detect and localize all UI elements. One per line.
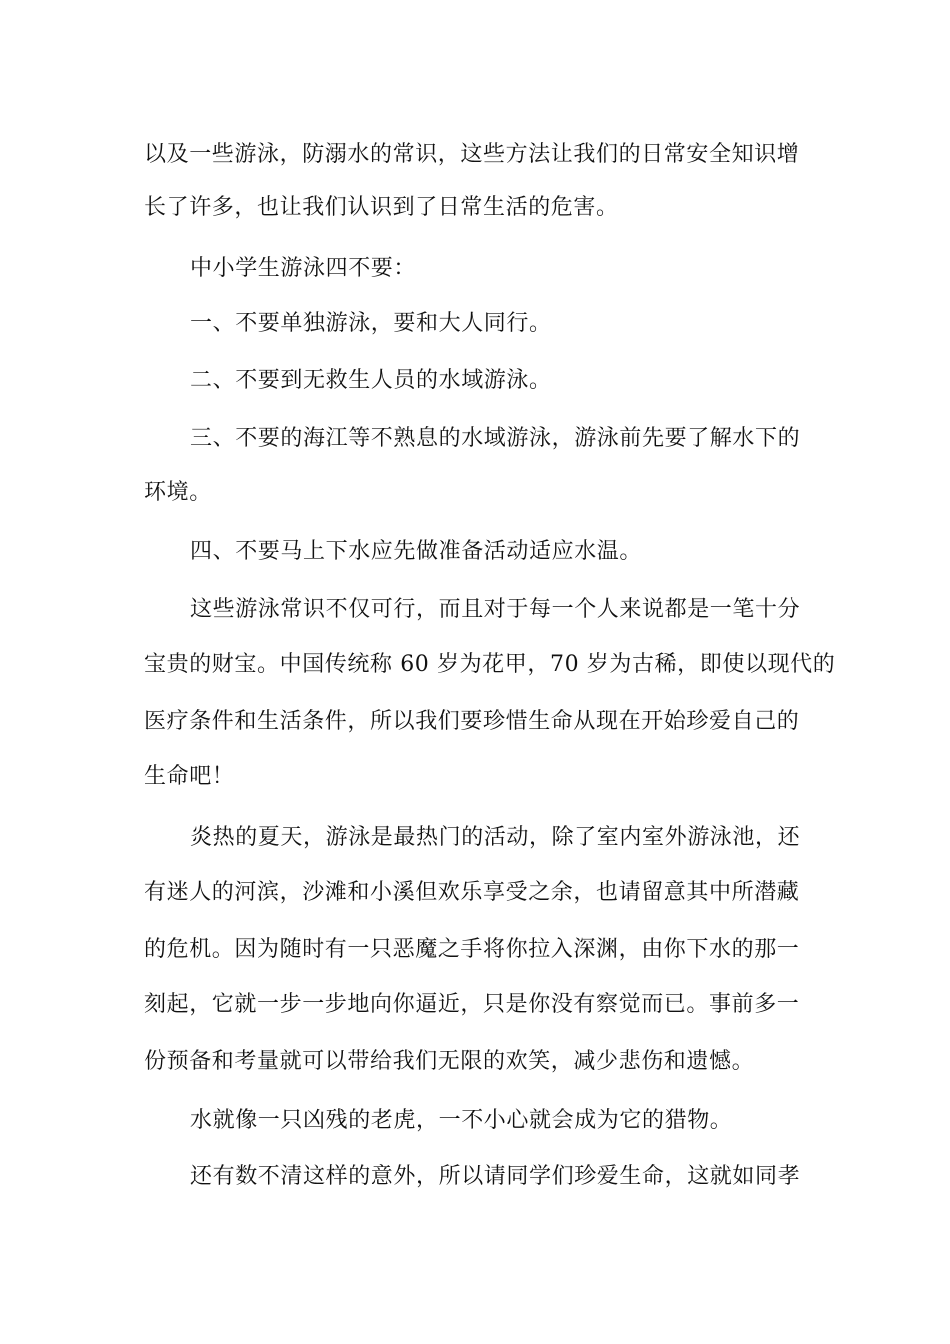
text-line: 水就像一只凶残的老虎，一不小心就会成为它的猎物。 (190, 1108, 733, 1133)
text-line: 这些游泳常识不仅可行，而且对于每一个人来说都是一笔十分 (190, 597, 801, 622)
text-line: 医疗条件和生活条件，所以我们要珍惜生命从现在开始珍爱自己的 (144, 709, 800, 734)
text-line: 环境。 (144, 480, 212, 505)
text-line: 份预备和考量就可以带给我们无限的欢笑，减少悲伤和遗憾。 (144, 1049, 755, 1074)
text-line: 的危机。因为随时有一只恶魔之手将你拉入深渊，由你下水的那一 (144, 937, 800, 962)
text-line: 刻起，它就一步一步地向你逼近，只是你没有察觉而已。事前多一 (144, 992, 800, 1017)
text-line: 炎热的夏天，游泳是最热门的活动，除了室内室外游泳池，还 (190, 825, 801, 850)
text-line: 四、不要马上下水应先做准备活动适应水温。 (190, 539, 643, 564)
text-line: 三、不要的海江等不熟息的水域游泳，游泳前先要了解水下的 (190, 426, 801, 451)
text-line: 长了许多，也让我们认识到了日常生活的危害。 (144, 195, 619, 220)
text-line: 生命吧！ (144, 764, 235, 789)
text-line: 中小学生游泳四不要： (190, 256, 417, 281)
text-line: 有迷人的河滨，沙滩和小溪但欢乐享受之余，也请留意其中所潜藏 (144, 880, 800, 905)
text-line: 还有数不清这样的意外，所以请同学们珍爱生命，这就如同孝 (190, 1164, 801, 1189)
text-line: 宝贵的财宝。中国传统称 60 岁为花甲，70 岁为古稀，即使以现代的 (144, 652, 836, 677)
text-line: 一、不要单独游泳，要和大人同行。 (190, 311, 552, 336)
text-line: 以及一些游泳，防溺水的常识，这些方法让我们的日常安全知识增 (144, 142, 800, 167)
text-line: 二、不要到无救生人员的水域游泳。 (190, 368, 552, 393)
